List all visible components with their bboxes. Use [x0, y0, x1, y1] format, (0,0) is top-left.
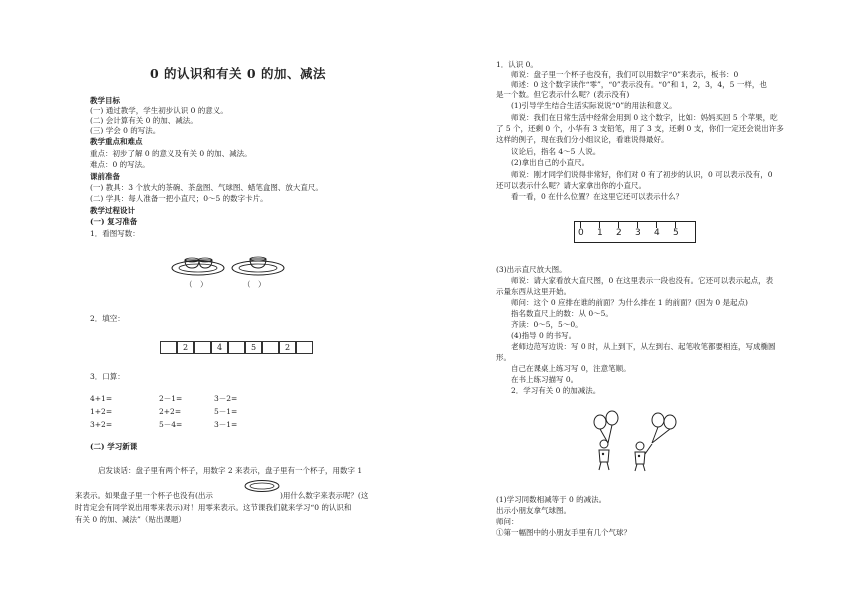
fill-cell[interactable]	[160, 341, 177, 354]
empty-plate-icon	[244, 479, 280, 493]
key-point: 重点：初步了解 0 的意义及有关 0 的加、减法。	[90, 149, 252, 158]
prep-item: (一) 教具：3 个放大的茶碗、茶盘图、气球图、蜡笔盒图、放大直尺。	[90, 183, 323, 192]
text-line: 老师边范写边说：写 0 时，从上到下，从左到右、起笔收笔都要相连，写成椭圆	[496, 342, 776, 351]
prep-heading: 课前准备	[90, 172, 120, 181]
key-heading: 教学重点和难点	[90, 137, 143, 146]
goal-item: (一) 通过教学，学生初步认识 0 的意义。	[90, 106, 228, 115]
text-line: 还可以表示什么呢？请大家拿出你的小直尺。	[496, 181, 646, 190]
text-line: 师问：	[496, 517, 519, 526]
calc-item: 3－1=	[214, 420, 238, 429]
step-3-label: 3．口算：	[90, 372, 125, 381]
text-line: 1．认识 0。	[496, 60, 538, 69]
text-line: (4)指导 0 的书写。	[496, 331, 577, 340]
intro-line: 有关 0 的加、减法”（贴出课题）	[75, 515, 186, 524]
calc-item: 2－1=	[159, 394, 183, 403]
fill-in-row	[160, 341, 313, 354]
step-2-label: 2．填空：	[90, 314, 125, 323]
fill-cell[interactable]: 5	[245, 341, 262, 354]
text-line: 师说：刚才同学们说得非常好，你们对 0 有了初步的认识，0 可以表示没有，0	[496, 170, 773, 179]
prep-item: (二) 学具：每人准备一把小直尺；0～5 的数字卡片。	[90, 194, 268, 203]
intro-line: 时肯定会有同学说出用零来表示)对！用零来表示。这节课我们就来学习“0 的认识和	[75, 503, 352, 512]
text-line: 自己在课桌上练习写 0，注意笔顺。	[496, 364, 631, 373]
intro-line: 来表示。如果盘子里一个杯子也没有(出示	[75, 491, 213, 500]
fill-cell[interactable]: 2	[177, 341, 194, 354]
fill-cell[interactable]	[228, 341, 245, 354]
tea-cups-illustration	[170, 253, 290, 279]
fill-cell[interactable]: 2	[279, 341, 296, 354]
ruler-number: 0	[578, 228, 584, 238]
answer-blank: （ ）	[185, 280, 208, 289]
intro-line: )用什么数字来表示呢？(这	[280, 491, 369, 500]
calc-item: 3+2=	[90, 420, 113, 429]
text-line: (1)学习同数相减等于 0 的减法。	[496, 495, 607, 504]
text-line: 师说：我们在日常生活中经常会用到 0 这个数字，比如：妈妈买回 5 个苹果，吃	[496, 113, 778, 122]
text-line: 是一个数。但它表示什么呢？(表示没有)	[496, 90, 630, 99]
text-line: 师述：0 这个数字读作“零”，“0”表示没有。“0”和 1，2，3，4，5 一样，也	[496, 80, 767, 89]
text-line: 师说：盘子里一个杯子也没有，我们可以用数字“0”来表示，板书：0	[496, 70, 739, 79]
calc-item: 3－2=	[214, 394, 238, 403]
text-line: 了 5 个，还剩 0 个，小华有 3 支铅笔，用了 3 支，还剩 0 支，你们一定还会说出许多	[496, 124, 784, 133]
ruler-number: 4	[654, 228, 660, 238]
text-line: 2．学习有关 0 的加减法。	[496, 386, 601, 395]
fill-cell[interactable]: 4	[211, 341, 228, 354]
text-line: 看一看，0 在什么位置？在这里它还可以表示什么？	[496, 192, 684, 201]
text-line: 指名数直尺上的数：从 0～5。	[496, 309, 613, 318]
step-1-label: 1．看图写数：	[90, 229, 140, 238]
answer-blank: （ ）	[243, 280, 266, 289]
calc-item: 5－4=	[159, 420, 183, 429]
page-title: 0 的认识和有关 0 的加、减法	[150, 66, 326, 81]
text-line: (1)引导学生结合生活实际说说“0”的用法和意义。	[496, 101, 677, 110]
text-line: 师问：这个 0 应排在谁的前面？为什么排在 1 的前面？(因为 0 是起点)	[496, 298, 748, 307]
text-line: 示量东西从这里开始。	[496, 287, 571, 296]
text-line: 议论后，指名 4～5 人说。	[496, 147, 601, 156]
review-heading: (一) 复习准备	[90, 217, 138, 226]
calc-item: 4+1=	[90, 394, 113, 403]
goal-item: (三) 学会 0 的写法。	[90, 126, 161, 135]
process-heading: 教学过程设计	[90, 206, 135, 215]
ruler-number: 1	[597, 228, 603, 238]
text-line: 这样的例子，现在我们分小组议论，看谁说得最好。	[496, 135, 669, 144]
text-line: 齐读：0～5，5～0。	[496, 320, 583, 329]
calc-item: 5－1=	[214, 407, 238, 416]
text-line: 形。	[496, 353, 511, 362]
balloon-children-illustration	[592, 410, 682, 472]
new-lesson-heading: (二) 学习新课	[90, 442, 138, 451]
ruler-illustration	[574, 221, 696, 243]
text-line: ①第一幅图中的小朋友手里有几个气球？	[496, 528, 631, 537]
ruler-number: 5	[673, 228, 679, 238]
goal-item: (二) 会计算有关 0 的加、减法。	[90, 116, 198, 125]
text-line: 在书上练习描写 0。	[496, 375, 579, 384]
fill-cell[interactable]	[262, 341, 279, 354]
fill-cell[interactable]	[194, 341, 211, 354]
intro-line: 启发谈话：盘子里有两个杯子，用数字 2 来表示，盘子里有一个杯子，用数字 1	[98, 466, 363, 475]
ruler-number: 3	[635, 228, 641, 238]
text-line: 师说：请大家看放大直尺图，0 在这里表示一段也没有。它还可以表示起点，表	[496, 276, 774, 285]
calc-item: 2+2=	[159, 407, 182, 416]
fill-cell[interactable]	[296, 341, 313, 354]
key-point: 难点：0 的写法。	[90, 160, 150, 169]
text-line: (3)出示直尺放大图。	[496, 265, 567, 274]
calc-item: 1+2=	[90, 407, 113, 416]
goals-heading: 教学目标	[90, 96, 120, 105]
text-line: 出示小朋友拿气球图。	[496, 506, 571, 515]
ruler-number: 2	[616, 228, 622, 238]
text-line: (2)拿出自己的小直尺。	[496, 158, 590, 167]
